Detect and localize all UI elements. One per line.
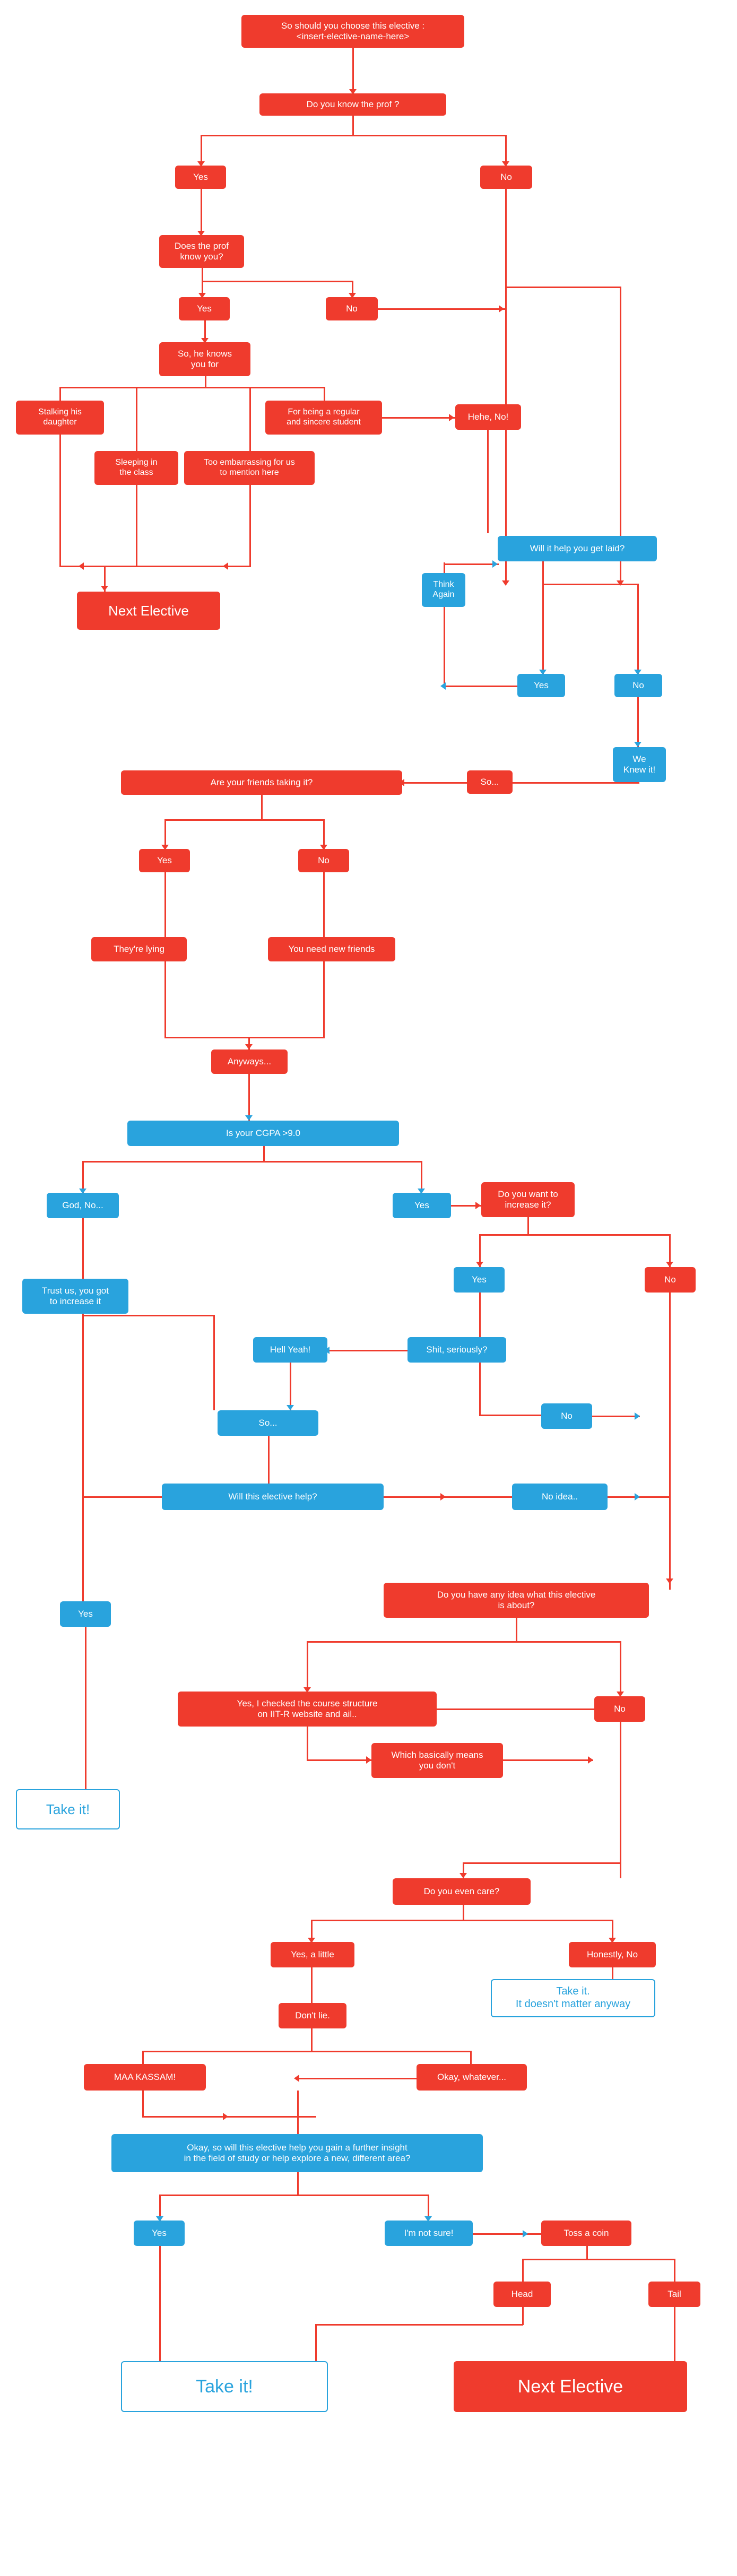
edge — [674, 2307, 675, 2361]
node-next-elective-2[interactable] — [454, 2361, 687, 2412]
node-is-your-cgpa[interactable] — [127, 1121, 399, 1146]
node-text: They're lying — [114, 943, 164, 954]
edge — [516, 1618, 517, 1642]
edge — [522, 2307, 524, 2325]
node-text: Will it help you get laid? — [530, 543, 625, 553]
node-prof-knows-you-no[interactable] — [326, 297, 378, 320]
edge — [311, 1920, 613, 1921]
edge-arrow — [366, 1756, 371, 1764]
edge — [249, 387, 251, 451]
node-text: Yes — [193, 171, 208, 182]
node-text-line2: know you? — [180, 251, 223, 262]
node-shit-seriously[interactable] — [407, 1337, 506, 1363]
edge — [527, 1217, 529, 1235]
edge b — [290, 1363, 291, 1410]
edge b — [82, 1161, 422, 1163]
node-text-line2: daughter — [43, 418, 77, 427]
edge — [470, 2051, 472, 2064]
node-hehe-no[interactable] — [455, 404, 521, 430]
edge b — [248, 1074, 250, 1121]
node-text: Okay, whatever... — [437, 2071, 507, 2082]
edge-arrow — [223, 562, 228, 570]
edge — [202, 268, 203, 282]
node-which-basically-means[interactable] — [371, 1743, 503, 1778]
node-dont-lie[interactable] — [279, 2003, 346, 2028]
node-elective-help-yes[interactable] — [60, 1601, 111, 1627]
node-text-line1: Do you want to — [498, 1189, 558, 1199]
edge b — [82, 1218, 84, 1279]
node-any-idea-no[interactable] — [594, 1696, 645, 1722]
node-text: I'm not sure! — [404, 2227, 454, 2238]
node-take-it-1[interactable] — [16, 1789, 120, 1829]
node-text-line1: So, he knows — [177, 348, 232, 359]
node-text: Yes — [414, 1200, 429, 1210]
edge — [201, 189, 202, 235]
edge-arrow — [294, 2075, 299, 2082]
edge — [324, 387, 325, 401]
node-too-embarrassing[interactable] — [184, 451, 315, 485]
edge b — [444, 607, 445, 686]
edge b — [513, 782, 639, 784]
edge b — [85, 1627, 86, 1789]
node-text-line1: Do you have any idea what this elective — [437, 1589, 596, 1600]
edge-arrow — [476, 1262, 483, 1267]
edge — [352, 116, 354, 136]
node-okay-whatever[interactable] — [417, 2064, 527, 2091]
edge — [307, 1641, 308, 1692]
edge — [136, 485, 137, 567]
node-get-laid-yes[interactable] — [517, 674, 565, 697]
edge-arrow — [287, 1405, 294, 1410]
edge — [142, 2051, 471, 2052]
node-maa-kassam[interactable] — [84, 2064, 206, 2091]
edge b — [479, 1293, 481, 1337]
node-text-line1: Which basically means — [391, 1749, 483, 1760]
node-toss-a-coin[interactable] — [541, 2221, 631, 2246]
edge — [323, 872, 325, 937]
node-regular-sincere-student[interactable] — [265, 401, 382, 435]
edge b — [263, 1146, 265, 1162]
node-text-line2: you for — [191, 359, 219, 369]
edge — [297, 2091, 299, 2117]
node-text: Yes, a little — [291, 1949, 334, 1959]
edge-arrow — [440, 1493, 446, 1501]
edge — [487, 430, 489, 533]
edge b — [444, 686, 518, 687]
edge-arrow — [245, 1044, 253, 1050]
node-know-prof-yes[interactable] — [175, 166, 226, 189]
edge-arrow — [101, 586, 108, 591]
edge-arrow — [245, 1115, 253, 1121]
node-text-line1: Trust us, you got — [42, 1285, 109, 1296]
node-take-it-doesnt-matter[interactable] — [491, 1979, 655, 2017]
edge — [136, 387, 137, 451]
node-tail[interactable] — [648, 2282, 700, 2307]
node-text-line2: Knew it! — [623, 765, 656, 775]
edge — [142, 2051, 144, 2064]
edge-arrow — [475, 1202, 481, 1209]
node-text-line1: Stalking his — [38, 407, 82, 417]
node-insight-yes[interactable] — [134, 2221, 185, 2246]
edge — [382, 417, 456, 419]
node-text: So... — [258, 1417, 278, 1428]
node-text: No — [664, 1274, 676, 1285]
edge-arrow — [635, 1412, 640, 1420]
edge b — [542, 584, 639, 585]
edge-arrow — [449, 414, 454, 421]
edge b — [315, 2324, 317, 2361]
node-shit-seriously-no[interactable] — [541, 1403, 592, 1429]
node-text: Do you know the prof ? — [306, 99, 400, 109]
node-are-your-friends-taking-it[interactable] — [121, 770, 402, 795]
node-text-line2: the class — [119, 468, 153, 477]
edge — [352, 48, 354, 93]
node-start[interactable] — [241, 15, 464, 48]
node-text-line2: to increase it — [49, 1296, 101, 1306]
edge — [505, 189, 507, 584]
edge — [592, 1416, 640, 1417]
edge-arrow — [223, 2113, 228, 2120]
node-take-it-2[interactable] — [121, 2361, 328, 2412]
node-text: Are your friends taking it? — [210, 777, 313, 787]
edge — [307, 1727, 308, 1760]
node-will-it-help-you-get-laid[interactable] — [498, 536, 657, 561]
node-text-line1: Does the prof — [174, 240, 229, 251]
node-theyre-lying[interactable] — [91, 937, 187, 961]
node-stalking-his-daughter[interactable] — [16, 401, 104, 435]
edge — [323, 961, 325, 1038]
edge — [503, 1759, 593, 1761]
edge — [479, 1234, 670, 1236]
edge — [586, 2246, 588, 2260]
edge — [402, 782, 468, 784]
edge b — [82, 1161, 84, 1193]
node-text: No — [500, 171, 512, 182]
edge — [59, 435, 61, 567]
node-does-prof-know-you[interactable] — [159, 235, 244, 268]
edge — [384, 1496, 512, 1498]
edge-arrow — [499, 305, 504, 313]
node-so-2[interactable] — [218, 1410, 318, 1436]
node-text-line2: It doesn't matter anyway — [515, 1998, 631, 2010]
node-no-idea[interactable] — [512, 1484, 608, 1510]
edge-arrow — [79, 562, 84, 570]
node-god-no[interactable] — [47, 1193, 119, 1218]
edge — [213, 1315, 215, 1410]
node-want-increase-no[interactable] — [645, 1267, 696, 1293]
node-text-line2: you don't — [419, 1760, 456, 1771]
edge b — [82, 1314, 84, 1496]
node-do-you-want-to-increase-it[interactable] — [481, 1182, 575, 1217]
node-head[interactable] — [493, 2282, 551, 2307]
node-text: You need new friends — [288, 943, 375, 954]
edge b — [542, 561, 544, 585]
node-text: Don't lie. — [295, 2010, 330, 2020]
node-text-line1: Take it. — [556, 1985, 590, 1998]
node-next-elective-1[interactable] — [77, 592, 220, 630]
node-text: Yes — [152, 2227, 167, 2238]
edge b — [159, 2246, 161, 2361]
node-want-increase-yes[interactable] — [454, 1267, 505, 1293]
node-so-1[interactable] — [467, 770, 513, 794]
node-yes-i-checked-course-structure[interactable] — [178, 1692, 437, 1727]
node-text: No — [318, 855, 330, 865]
edge — [59, 566, 250, 567]
node-text: No — [561, 1410, 573, 1421]
node-text: Next Elective — [108, 602, 189, 619]
edge — [202, 281, 353, 282]
edge-arrow — [634, 742, 641, 747]
edge b — [542, 584, 544, 674]
node-cgpa-yes[interactable] — [393, 1193, 451, 1218]
edge — [522, 2259, 524, 2282]
node-think-again[interactable] — [422, 573, 465, 607]
node-text: So... — [480, 776, 499, 787]
node-text: No — [346, 303, 358, 314]
node-text: Head — [511, 2288, 533, 2299]
edge — [463, 1862, 621, 1864]
node-text: Yes — [157, 855, 172, 865]
edge — [669, 1293, 671, 1590]
edge — [307, 1641, 621, 1643]
node-text: Shit, seriously? — [426, 1344, 488, 1355]
node-sleeping-in-class[interactable] — [94, 451, 178, 485]
edge-arrow — [440, 682, 446, 690]
node-get-laid-no[interactable] — [614, 674, 662, 697]
edge — [620, 1722, 621, 1878]
node-yes-a-little[interactable] — [271, 1942, 354, 1967]
edge — [674, 2259, 675, 2282]
node-text-line2: in the field of study or help explore a new, different area? — [184, 2153, 411, 2163]
edge — [307, 1759, 372, 1761]
node-text-line1: Sleeping in — [115, 458, 158, 467]
node-do-you-know-the-prof[interactable] — [259, 93, 446, 116]
node-text-line2: to mention here — [220, 468, 279, 477]
node-text: Will this elective help? — [228, 1491, 317, 1502]
edge b — [637, 584, 639, 674]
node-text-line1: For being a regular — [288, 407, 360, 417]
node-text: Take it! — [46, 1801, 90, 1817]
edge b — [297, 2172, 299, 2196]
edge — [164, 872, 166, 937]
edge-arrow — [492, 560, 498, 568]
node-anyways[interactable] — [211, 1050, 288, 1074]
edge-arrow — [635, 1493, 640, 1501]
node-text: Yes — [472, 1274, 487, 1285]
node-text-line2: increase it? — [505, 1200, 551, 1210]
edge — [59, 387, 61, 401]
edge — [164, 819, 325, 821]
edge — [311, 1967, 313, 2003]
node-text-line1: We — [632, 753, 646, 764]
edge — [522, 2259, 675, 2260]
edge — [505, 287, 621, 288]
edge b — [327, 1350, 407, 1351]
node-text-line2: and sincere student — [287, 418, 361, 427]
edge — [201, 135, 506, 136]
node-text: Is your CGPA >9.0 — [226, 1127, 300, 1138]
node-friends-no[interactable] — [298, 849, 349, 872]
node-you-need-new-friends[interactable] — [268, 937, 395, 961]
node-further-insight-question[interactable] — [111, 2134, 483, 2172]
node-honestly-no[interactable] — [569, 1942, 656, 1967]
edge-arrow — [666, 1262, 673, 1267]
node-text: God, No... — [62, 1200, 103, 1210]
edge — [82, 1315, 215, 1316]
edge b — [479, 1415, 543, 1416]
node-text-line1: Think — [433, 580, 454, 589]
edge b — [473, 2233, 541, 2235]
node-text: Toss a coin — [563, 2227, 609, 2238]
edge — [311, 2028, 313, 2052]
node-text-line2: on IIT-R website and ail.. — [257, 1709, 357, 1719]
edge b — [82, 1496, 162, 1498]
node-text: No — [632, 680, 644, 690]
node-text-line1: Yes, I checked the course structure — [237, 1698, 378, 1708]
node-hell-yeah[interactable] — [253, 1337, 327, 1363]
edge-arrow — [666, 1578, 673, 1584]
edge — [463, 1905, 464, 1921]
edge b — [268, 1436, 270, 1484]
node-text: Hell Yeah! — [270, 1344, 311, 1355]
node-text-line2: is about? — [498, 1600, 535, 1610]
edge b — [315, 2324, 523, 2326]
node-text-line2: Again — [432, 590, 455, 599]
edge — [164, 1037, 325, 1038]
node-text: No — [614, 1703, 626, 1714]
node-text: Tail — [667, 2288, 681, 2299]
node-text: Yes — [197, 303, 212, 314]
node-text: Hehe, No! — [467, 411, 509, 422]
node-trust-us[interactable] — [22, 1279, 128, 1314]
edge-arrow — [523, 2230, 528, 2237]
edge — [205, 376, 206, 388]
node-text: Yes — [534, 680, 549, 690]
edge — [59, 387, 325, 388]
node-text: Anyways... — [227, 1056, 272, 1066]
edge b — [444, 563, 499, 565]
edge b — [479, 1363, 481, 1416]
edge — [142, 2116, 316, 2118]
node-we-knew-it[interactable] — [613, 747, 666, 782]
edge b — [159, 2195, 429, 2196]
edge-arrow — [588, 1756, 593, 1764]
node-will-this-elective-help[interactable] — [162, 1484, 384, 1510]
edge b — [612, 1967, 613, 1979]
edge — [249, 485, 251, 567]
edge — [297, 2117, 299, 2134]
edge b — [82, 1496, 84, 1601]
node-he-knows-you-for[interactable] — [159, 342, 250, 376]
edge — [164, 961, 166, 1038]
node-text: Next Elective — [517, 2376, 623, 2397]
node-im-not-sure[interactable] — [385, 2221, 473, 2246]
node-friends-yes[interactable] — [139, 849, 190, 872]
node-text-line2: <insert-elective-name-here> — [296, 31, 410, 41]
edge-arrow — [502, 580, 509, 586]
node-text: MAA KASSAM! — [114, 2071, 176, 2082]
node-know-prof-no[interactable] — [480, 166, 532, 189]
node-text: Yes — [78, 1608, 93, 1619]
node-prof-knows-you-yes[interactable] — [179, 297, 230, 320]
edge — [261, 795, 263, 820]
node-text-line1: Too embarrassing for us — [204, 458, 295, 467]
edge — [378, 308, 505, 310]
node-text-line1: So should you choose this elective : — [281, 20, 425, 31]
edge b — [421, 1161, 422, 1193]
node-do-you-have-any-idea[interactable] — [384, 1583, 649, 1618]
edge-arrow — [459, 1873, 467, 1878]
edge b — [637, 697, 639, 747]
node-text: No idea.. — [541, 1491, 578, 1502]
edge — [620, 1641, 621, 1696]
edge — [437, 1708, 596, 1710]
node-text: Take it! — [196, 2376, 253, 2397]
node-text: Do you even care? — [423, 1886, 500, 1896]
node-text-line1: Okay, so will this elective help you gain a further insight — [187, 2142, 407, 2153]
edge — [297, 2078, 418, 2079]
edge — [142, 2091, 144, 2117]
node-text: Honestly, No — [586, 1949, 638, 1959]
node-do-you-even-care[interactable] — [393, 1878, 531, 1905]
